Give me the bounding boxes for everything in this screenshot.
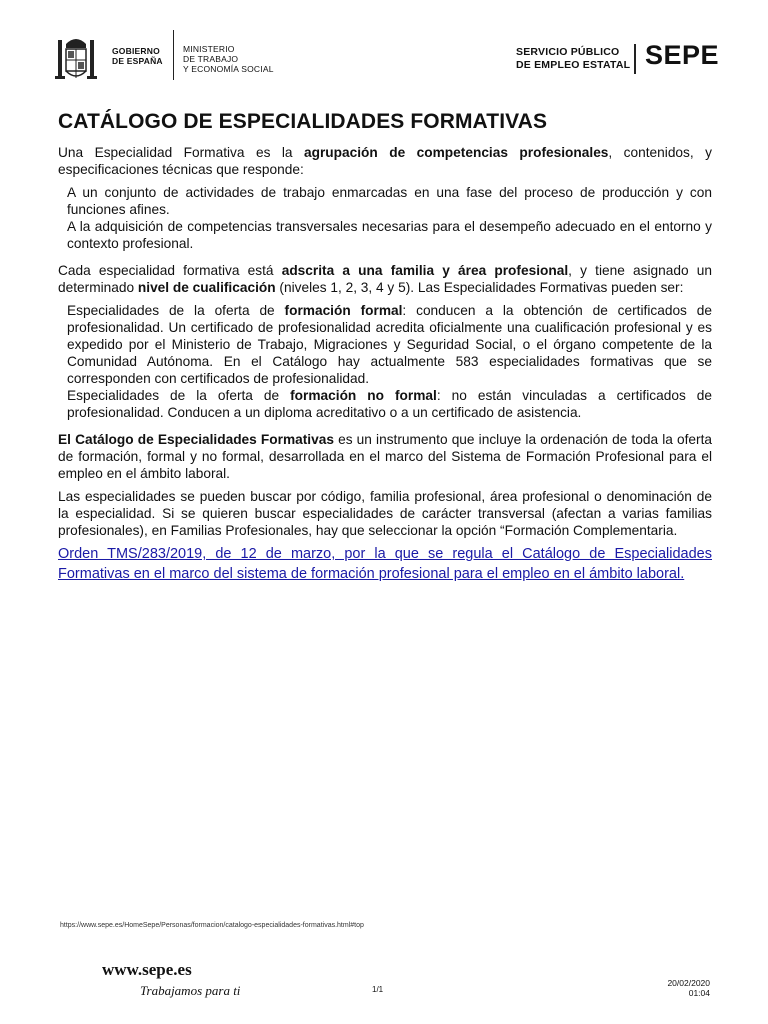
print-time: 01:04 [688, 988, 710, 998]
list-item: Especialidades de la oferta de formación formal: conducen a la obtención de certificados de profesionalidad. Un certificado de profesionalidad acredita oficialmente una cualificación profesional y es expedido por el Ministerio de Trabajo, Migraciones y Seguridad Social, o el órgano competente de la Comunidad Autónoma. En el Catálogo hay actualmente 583 especialidades formativas que se corresponden con certificados de profesionalidad. [67, 303, 712, 386]
catalog-paragraph: El Catálogo de Especialidades Formativas es un instrumento que incluye la ordenación de toda la oferta de formación, formal y no formal, desarrollada en el marco del Sistema de Formación Profesional para el empleo en el ámbito laboral. [58, 432, 712, 481]
header-divider [173, 30, 174, 80]
sepe-full-name: SERVICIO PÚBLICO DE EMPLEO ESTATAL [516, 46, 631, 71]
list-item: A un conjunto de actividades de trabajo enmarcadas en una fase del proceso de producción y con funciones afines. [67, 185, 712, 217]
intro-paragraph: Una Especialidad Formativa es la agrupación de competencias profesionales, contenidos, y especificaciones técnicas que responde: [58, 145, 713, 177]
sepe-divider [634, 44, 636, 74]
classification-paragraph: Cada especialidad formativa está adscrita a una familia y área profesional, y tiene asignado un determinado nivel de cualificación (niveles 1, 2, 3, 4 y 5). Las Especialidades Formativas pueden ser: [58, 263, 712, 295]
order-link-paragraph [58, 545, 712, 584]
response-list [67, 184, 712, 252]
main-content [58, 110, 712, 584]
list-item: Especialidades de la oferta de formación no formal: no están vinculadas a certificados de profesionalidad. Conducen a un diploma acreditativo o a un certificado de asistencia. [67, 388, 713, 420]
types-list [67, 302, 712, 421]
page-title: CATÁLOGO DE ESPECIALIDADES FORMATIVAS [58, 110, 548, 133]
search-paragraph: Las especialidades se pueden buscar por código, familia profesional, área profesional o denominación de la especialidad. Si se quieren buscar especialidades de carácter transversal (afectan a varias familias profesionales), en Familias Profesionales, hay que seleccionar la opción “Formación Complementaria. [58, 489, 712, 538]
order-link[interactable]: Orden TMS/283/2019, de 12 de marzo, por la que se regula el Catálogo de Especialidades Formativas en el marco del sistema de formación profesional para el empleo en el ámbito laboral. [58, 546, 712, 582]
print-date: 20/02/2020 [667, 978, 710, 988]
print-timestamp [648, 978, 710, 998]
page-number: 1/1 [372, 985, 384, 994]
government-label: GOBIERNO DE ESPAÑA [112, 46, 163, 66]
page-header [0, 0, 768, 100]
website-link[interactable]: www.sepe.es [102, 960, 192, 979]
sepe-logo: SEPE [645, 40, 720, 70]
spanish-coat-of-arms-icon [52, 34, 100, 84]
tagline: Trabajamos para ti [140, 983, 241, 998]
ministry-label: MINISTERIO DE TRABAJO Y ECONOMÍA SOCIAL [183, 44, 274, 74]
list-item: A la adquisición de competencias transversales necesarias para el desempeño adecuado en el entorno y contexto profesional. [67, 219, 712, 251]
page-url: https://www.sepe.es/HomeSepe/Personas/formacion/catalogo-especialidades-formativas.html#top [60, 922, 364, 929]
